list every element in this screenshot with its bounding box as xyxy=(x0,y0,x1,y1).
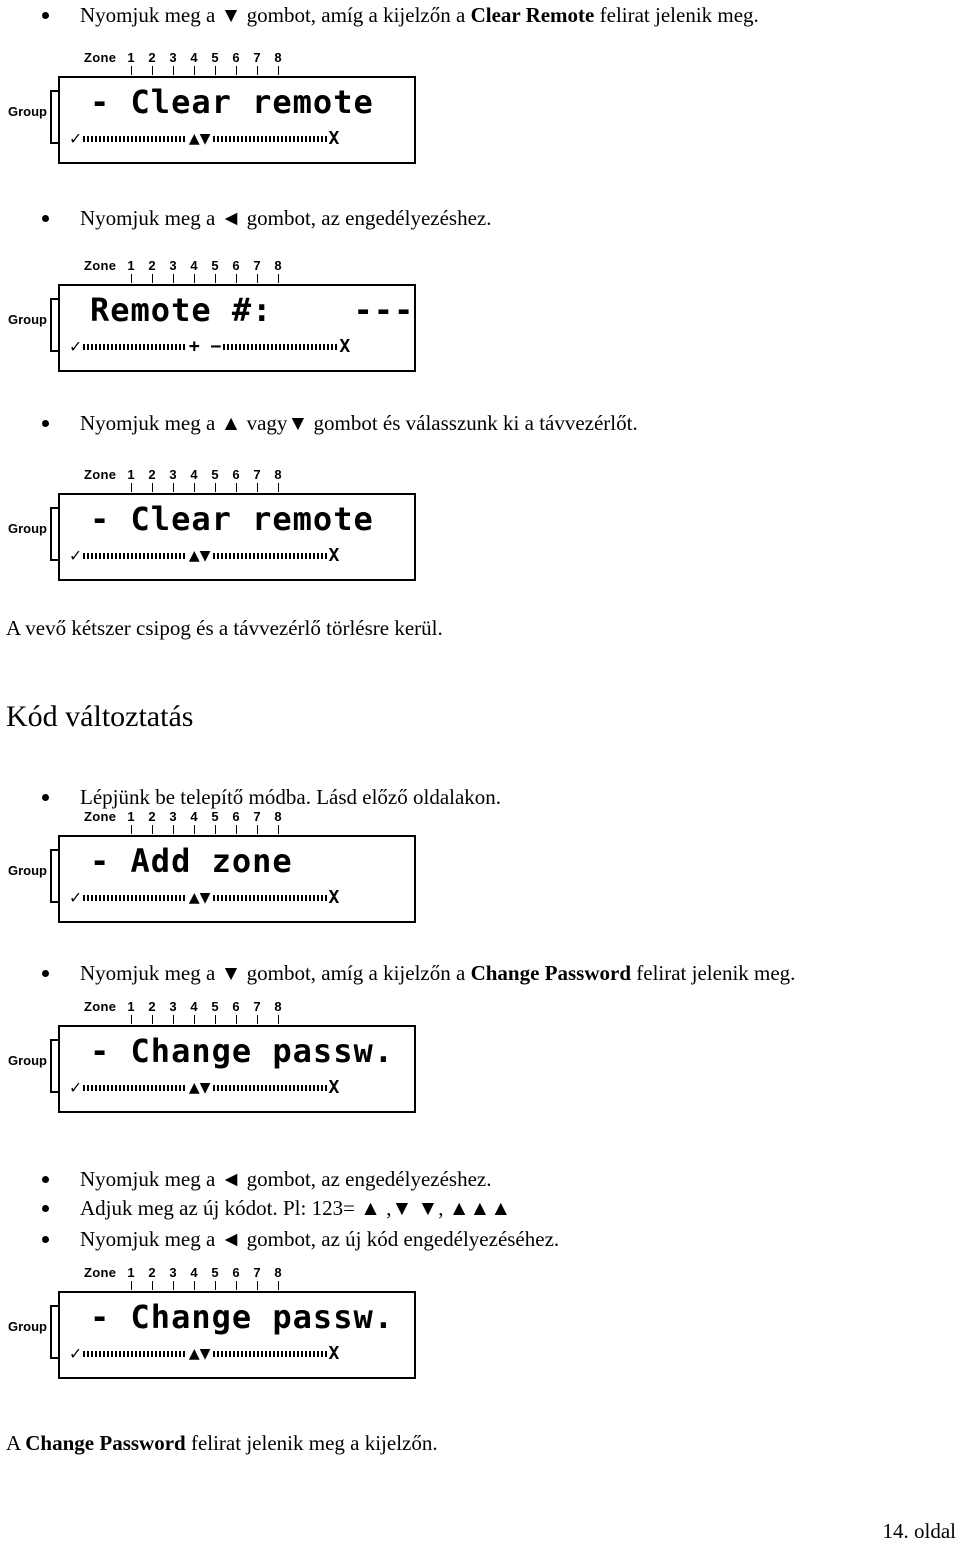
zone-tick xyxy=(173,1015,174,1024)
zone-tick xyxy=(236,1015,237,1024)
zone-number: 4 xyxy=(190,467,198,482)
zone-number: 2 xyxy=(148,467,156,482)
nav-arrows-icon: ▲▼ xyxy=(188,1077,211,1098)
nav-arrows-icon: ▲▼ xyxy=(188,887,211,908)
check-icon: ✓ xyxy=(70,1077,81,1098)
group-label: Group xyxy=(8,863,47,878)
nav-arrows-icon: ▲▼ xyxy=(188,545,211,566)
dotted-line xyxy=(81,551,189,561)
zone-tick xyxy=(152,274,153,283)
lcd-screen xyxy=(58,284,416,372)
note-text-part: felirat jelenik meg a kijelzőn. xyxy=(185,1431,438,1455)
zone-number: 2 xyxy=(148,1265,156,1280)
zone-number: 6 xyxy=(232,50,240,65)
step-text: gombot, amíg a kijelzőn a xyxy=(241,961,471,985)
up-arrow-icon: ▲ xyxy=(220,411,242,435)
step-3 xyxy=(80,410,638,436)
cancel-icon: X xyxy=(328,1077,340,1098)
zone-number: 7 xyxy=(253,809,261,824)
zone-number: 5 xyxy=(211,258,219,273)
bullet xyxy=(42,1176,49,1183)
note-text-part: A xyxy=(6,1431,26,1455)
zone-tick xyxy=(236,483,237,492)
lcd-screen xyxy=(58,835,416,923)
step-text: gombot, az engedélyezéshez. xyxy=(241,206,492,230)
zone-label: Zone xyxy=(84,999,117,1014)
zone-tick xyxy=(215,825,216,834)
zone-number: 3 xyxy=(169,1265,177,1280)
zone-tick xyxy=(131,274,132,283)
step-text: gombot, amíg a kijelzőn a xyxy=(241,3,471,27)
lcd-status-row xyxy=(70,1341,410,1367)
lcd-text: - Clear remote xyxy=(90,83,374,121)
section-heading: Kód változtatás xyxy=(6,700,194,733)
zone-tick xyxy=(278,825,279,834)
cancel-icon: X xyxy=(328,128,340,149)
lcd-status-row xyxy=(70,126,410,152)
zone-number: 5 xyxy=(211,467,219,482)
zone-tick xyxy=(257,274,258,283)
zone-number: 2 xyxy=(148,50,156,65)
zone-label: Zone xyxy=(84,258,117,273)
zone-number: 1 xyxy=(127,809,135,824)
dotted-line xyxy=(81,893,189,903)
zone-number: 8 xyxy=(274,50,282,65)
zone-label: Zone xyxy=(84,467,117,482)
group-bracket xyxy=(50,849,58,903)
step-7 xyxy=(80,1195,511,1221)
zone-number: 2 xyxy=(148,999,156,1014)
zone-tick xyxy=(257,1015,258,1024)
group-label: Group xyxy=(8,1319,47,1334)
zone-number: 3 xyxy=(169,50,177,65)
dotted-line xyxy=(211,551,329,561)
group-bracket xyxy=(50,1039,58,1093)
zone-number: 8 xyxy=(274,467,282,482)
step-5 xyxy=(80,960,795,986)
group-label: Group xyxy=(8,521,47,536)
zone-tick xyxy=(152,1015,153,1024)
zone-tick xyxy=(152,66,153,75)
group-label: Group xyxy=(8,312,47,327)
lcd-status-row xyxy=(70,334,410,360)
zone-number: 1 xyxy=(127,467,135,482)
page-number: 14. oldal xyxy=(882,1519,956,1543)
zone-number: 4 xyxy=(190,258,198,273)
group-label: Group xyxy=(8,1053,47,1068)
zone-tick xyxy=(173,483,174,492)
zone-tick xyxy=(173,66,174,75)
cancel-icon: X xyxy=(328,545,340,566)
zone-label: Zone xyxy=(84,1265,117,1280)
zone-tick xyxy=(257,825,258,834)
zone-number: 4 xyxy=(190,999,198,1014)
zone-number: 1 xyxy=(127,50,135,65)
step-text: vagy xyxy=(241,411,288,435)
down-arrow-icon: ▼ xyxy=(220,961,242,985)
zone-number: 6 xyxy=(232,1265,240,1280)
bullet xyxy=(42,794,49,801)
zone-number: 3 xyxy=(169,999,177,1014)
dotted-line xyxy=(81,134,189,144)
zone-label: Zone xyxy=(84,809,117,824)
bold-term: Clear Remote xyxy=(470,3,595,27)
bullet xyxy=(42,215,49,222)
zone-tick xyxy=(278,1281,279,1290)
zone-number: 7 xyxy=(253,999,261,1014)
lcd-screen xyxy=(58,1025,416,1113)
zone-tick xyxy=(131,825,132,834)
lcd-display xyxy=(0,258,430,378)
zone-tick xyxy=(215,1015,216,1024)
left-arrow-icon: ◄ xyxy=(220,206,242,230)
step-text: Nyomjuk meg a xyxy=(80,1167,221,1191)
bullet xyxy=(42,1205,49,1212)
lcd-display xyxy=(0,999,430,1119)
zone-number: 3 xyxy=(169,467,177,482)
step-text: Nyomjuk meg a xyxy=(80,961,221,985)
zone-tick xyxy=(173,825,174,834)
dotted-line xyxy=(211,134,329,144)
nav-arrows-icon: ▲▼ xyxy=(188,1343,211,1364)
cancel-icon: X xyxy=(328,1343,340,1364)
check-icon: ✓ xyxy=(70,545,81,566)
lcd-text: - Clear remote xyxy=(90,500,374,538)
zone-tick xyxy=(194,483,195,492)
zone-tick xyxy=(194,66,195,75)
lcd-text: Remote #: --- xyxy=(90,291,415,329)
cancel-icon: X xyxy=(328,887,340,908)
zone-tick xyxy=(257,1281,258,1290)
lcd-text: - Change passw. xyxy=(90,1032,394,1070)
group-bracket xyxy=(50,507,58,561)
zone-tick xyxy=(236,66,237,75)
group-bracket xyxy=(50,1305,58,1359)
zone-number: 6 xyxy=(232,258,240,273)
bullet xyxy=(42,420,49,427)
zone-tick xyxy=(215,274,216,283)
zone-tick xyxy=(131,66,132,75)
zone-number: 7 xyxy=(253,1265,261,1280)
zone-number: 1 xyxy=(127,1265,135,1280)
zone-tick xyxy=(152,825,153,834)
left-arrow-icon: ◄ xyxy=(220,1167,242,1191)
group-bracket xyxy=(50,90,58,144)
step-text: gombot, az új kód engedélyezéséhez. xyxy=(241,1227,560,1251)
zone-tick xyxy=(215,483,216,492)
dotted-line xyxy=(211,893,329,903)
step-text: gombot és válasszunk ki a távvezérlőt. xyxy=(308,411,638,435)
dotted-line xyxy=(81,1083,189,1093)
check-icon: ✓ xyxy=(70,336,81,357)
step-2 xyxy=(80,205,492,231)
zone-number: 5 xyxy=(211,1265,219,1280)
lcd-screen xyxy=(58,76,416,164)
zone-tick xyxy=(236,1281,237,1290)
step-text: felirat jelenik meg. xyxy=(594,3,759,27)
group-bracket xyxy=(50,298,58,352)
dotted-line xyxy=(81,342,189,352)
lcd-display xyxy=(0,50,430,170)
zone-number: 8 xyxy=(274,258,282,273)
check-icon: ✓ xyxy=(70,128,81,149)
cancel-icon: X xyxy=(339,336,351,357)
zone-number: 6 xyxy=(232,999,240,1014)
zone-number: 8 xyxy=(274,1265,282,1280)
lcd-text: - Add zone xyxy=(90,842,293,880)
bullet xyxy=(42,970,49,977)
zone-tick xyxy=(131,1281,132,1290)
nav-arrows-icon: ▲▼ xyxy=(188,128,211,149)
zone-tick xyxy=(278,1015,279,1024)
lcd-display xyxy=(0,809,430,929)
zone-number: 6 xyxy=(232,467,240,482)
bullet xyxy=(42,1236,49,1243)
lcd-display xyxy=(0,467,430,587)
step-1 xyxy=(80,2,759,28)
lcd-display xyxy=(0,1265,430,1385)
lcd-status-row xyxy=(70,885,410,911)
zone-tick xyxy=(194,825,195,834)
dotted-line xyxy=(211,1349,329,1359)
step-text: Adjuk meg az új kódot. Pl: 123= xyxy=(80,1196,361,1220)
note-text xyxy=(6,1430,438,1456)
zone-number: 2 xyxy=(148,809,156,824)
step-text: gombot, az engedélyezéshez. xyxy=(241,1167,492,1191)
lcd-status-row xyxy=(70,543,410,569)
zone-label: Zone xyxy=(84,50,117,65)
zone-number: 7 xyxy=(253,467,261,482)
arrow-sequence-icon: ▲ ,▼ ▼, ▲▲▲ xyxy=(360,1196,512,1220)
zone-tick xyxy=(173,274,174,283)
zone-tick xyxy=(236,825,237,834)
step-text: Nyomjuk meg a xyxy=(80,411,221,435)
bullet xyxy=(42,12,49,19)
bold-term: Change Password xyxy=(470,961,631,985)
zone-number: 4 xyxy=(190,50,198,65)
zone-number: 1 xyxy=(127,999,135,1014)
zone-number: 6 xyxy=(232,809,240,824)
zone-tick xyxy=(173,1281,174,1290)
lcd-status-row xyxy=(70,1075,410,1101)
zone-number: 3 xyxy=(169,258,177,273)
zone-number: 1 xyxy=(127,258,135,273)
zone-number: 8 xyxy=(274,999,282,1014)
zone-tick xyxy=(152,1281,153,1290)
zone-number: 4 xyxy=(190,809,198,824)
note-text: A vevő kétszer csipog és a távvezérlő törlésre kerül. xyxy=(6,616,443,640)
zone-tick xyxy=(215,1281,216,1290)
step-text: Nyomjuk meg a xyxy=(80,1227,221,1251)
left-arrow-icon: ◄ xyxy=(220,1227,242,1251)
zone-tick xyxy=(257,66,258,75)
zone-tick xyxy=(131,1015,132,1024)
check-icon: ✓ xyxy=(70,1343,81,1364)
step-6 xyxy=(80,1166,492,1192)
nav-arrows-icon: + − xyxy=(188,336,222,357)
zone-tick xyxy=(152,483,153,492)
step-text: felirat jelenik meg. xyxy=(631,961,796,985)
down-arrow-icon: ▼ xyxy=(220,3,242,27)
group-label: Group xyxy=(8,104,47,119)
zone-number: 3 xyxy=(169,809,177,824)
zone-tick xyxy=(257,483,258,492)
step-text: Nyomjuk meg a xyxy=(80,3,221,27)
zone-tick xyxy=(131,483,132,492)
dotted-line xyxy=(211,1083,329,1093)
zone-tick xyxy=(194,274,195,283)
down-arrow-icon: ▼ xyxy=(287,411,309,435)
zone-number: 2 xyxy=(148,258,156,273)
zone-tick xyxy=(194,1281,195,1290)
lcd-screen xyxy=(58,493,416,581)
zone-tick xyxy=(194,1015,195,1024)
zone-number: 4 xyxy=(190,1265,198,1280)
zone-number: 5 xyxy=(211,809,219,824)
bold-term: Change Password xyxy=(25,1431,186,1455)
zone-number: 7 xyxy=(253,50,261,65)
lcd-screen xyxy=(58,1291,416,1379)
step-8 xyxy=(80,1226,559,1252)
lcd-text: - Change passw. xyxy=(90,1298,394,1336)
zone-number: 5 xyxy=(211,50,219,65)
check-icon: ✓ xyxy=(70,887,81,908)
zone-tick xyxy=(236,274,237,283)
zone-tick xyxy=(215,66,216,75)
zone-number: 8 xyxy=(274,809,282,824)
step-4: Lépjünk be telepítő módba. Lásd előző oldalakon. xyxy=(80,785,502,809)
zone-tick xyxy=(278,483,279,492)
zone-number: 5 xyxy=(211,999,219,1014)
zone-number: 7 xyxy=(253,258,261,273)
zone-tick xyxy=(278,274,279,283)
zone-tick xyxy=(278,66,279,75)
dotted-line xyxy=(221,342,339,352)
dotted-line xyxy=(81,1349,189,1359)
step-text: Nyomjuk meg a xyxy=(80,206,221,230)
